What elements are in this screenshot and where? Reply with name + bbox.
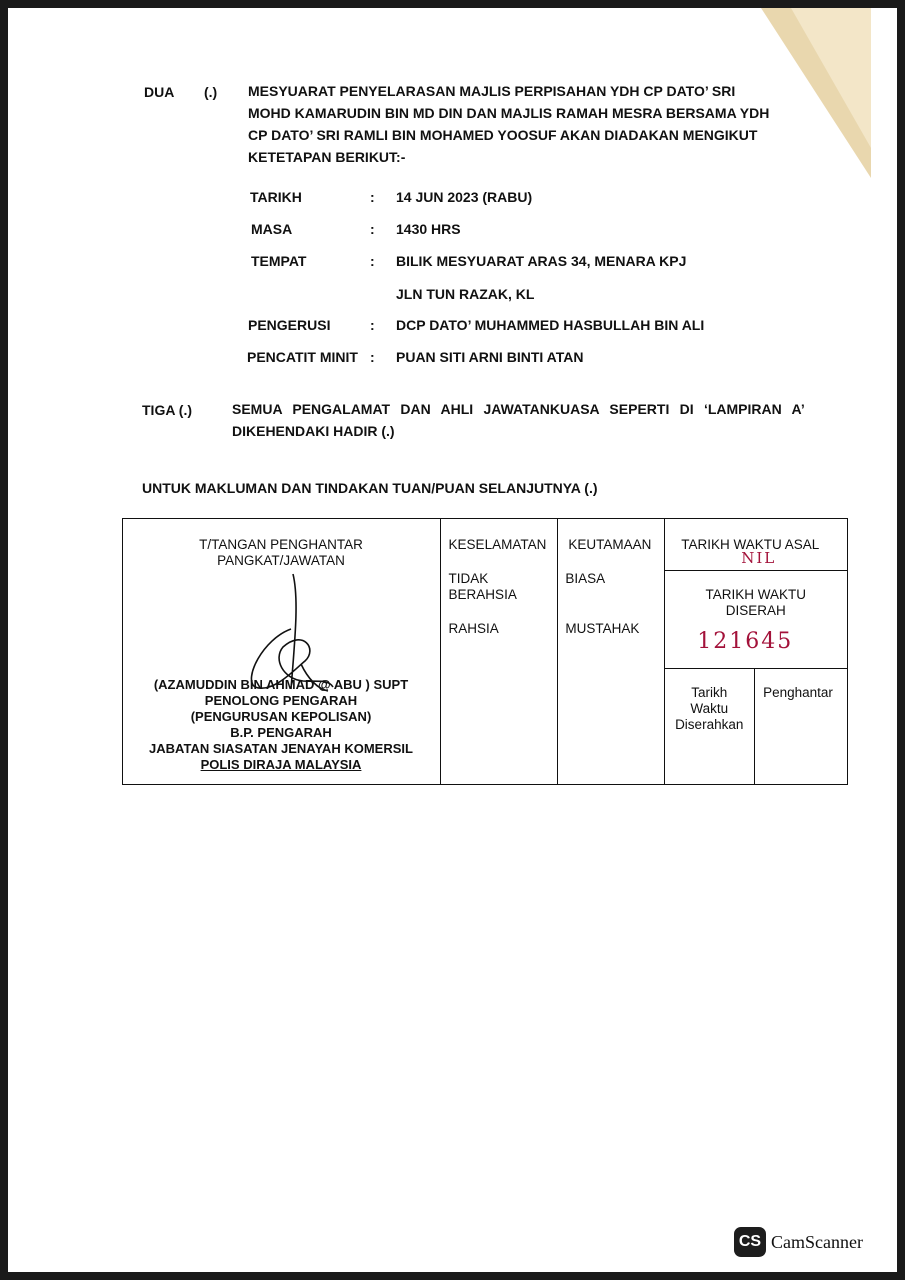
tarikh-waktu-diserah-handwritten: 121645 bbox=[697, 629, 794, 654]
tarikh-waktu-diserah-cell bbox=[665, 571, 848, 669]
keselamatan-header: KESELAMATAN bbox=[448, 537, 547, 552]
detail-label-pencatit-minit: PENCATIT MINIT bbox=[247, 349, 358, 365]
camscanner-watermark: CamScanner bbox=[771, 1232, 863, 1252]
signatory-title: PENOLONG PENGARAH bbox=[204, 693, 358, 708]
tarikh-waktu-asal-handwritten: NIL bbox=[741, 549, 777, 567]
detail-label-tarikh: TARIKH bbox=[250, 189, 302, 205]
keselamatan-option-tidak: TIDAK bbox=[448, 571, 489, 586]
detail-value-masa: 1430 HRS bbox=[396, 221, 461, 237]
keutamaan-option-biasa: BIASA bbox=[565, 571, 606, 586]
detail-colon: : bbox=[370, 221, 375, 237]
detail-colon: : bbox=[370, 189, 375, 205]
sender-cell bbox=[123, 519, 441, 785]
diserahkan-cell bbox=[665, 669, 755, 785]
folded-corner-highlight bbox=[791, 8, 871, 148]
paragraph-dua-marker: (.) bbox=[204, 84, 218, 100]
sender-header-line1: T/TANGAN PENGHANTAR bbox=[199, 537, 363, 552]
signatory-department: JABATAN SIASATAN JENAYAH KOMERSIL bbox=[149, 741, 413, 756]
closing-line: UNTUK MAKLUMAN DAN TINDAKAN TUAN/PUAN SELANJUTNYA (.) bbox=[142, 480, 598, 496]
paragraph-tiga-text bbox=[232, 398, 804, 442]
paragraph-tiga-text-end: DIKEHENDAKI HADIR (.) bbox=[232, 423, 395, 439]
tarikh-waktu-asal-label: TARIKH WAKTU ASAL bbox=[681, 537, 820, 552]
tarikh-waktu-diserah-label bbox=[665, 587, 846, 619]
keselamatan-option-rahsia: RAHSIA bbox=[448, 621, 499, 636]
paragraph-tiga-text-start: SEMUA PENGALAMAT DAN AHLI JAWATANKUASA SEPERTI DI bbox=[232, 401, 704, 417]
detail-value-tarikh: 14 JUN 2023 (RABU) bbox=[396, 189, 533, 205]
penghantar-label: Penghantar bbox=[763, 685, 833, 700]
keselamatan-cell bbox=[440, 519, 558, 785]
signatory-behalf: B.P. PENGARAH bbox=[230, 725, 332, 740]
lampiran-reference: ‘LAMPIRAN A’ bbox=[703, 401, 804, 417]
tarikh-waktu-diserah-line1: TARIKH WAKTU bbox=[705, 587, 806, 602]
detail-colon: : bbox=[370, 253, 375, 269]
signatory-organisation: POLIS DIRAJA MALAYSIA bbox=[200, 757, 362, 772]
diserahkan-line3: Diserahkan bbox=[675, 717, 744, 732]
detail-value-tempat: BILIK MESYUARAT ARAS 34, MENARA KPJ bbox=[396, 253, 687, 269]
detail-label-masa: MASA bbox=[251, 221, 293, 237]
signatory-name: (AZAMUDDIN BIN AHMAD @ ABU ) SUPT bbox=[153, 677, 409, 692]
signatory-division: (PENGURUSAN KEPOLISAN) bbox=[190, 709, 372, 724]
diserahkan-line1: Tarikh bbox=[691, 685, 728, 700]
keutamaan-option-mustahak: MUSTAHAK bbox=[565, 621, 640, 636]
detail-value-pengerusi: DCP DATO’ MUHAMMED HASBULLAH BIN ALI bbox=[396, 317, 705, 333]
detail-colon: : bbox=[370, 317, 375, 333]
diserahkan-label bbox=[665, 685, 753, 733]
document-page bbox=[8, 8, 897, 1272]
detail-value-tempat-line2: JLN TUN RAZAK, KL bbox=[396, 286, 535, 302]
camscanner-logo-icon: CS bbox=[734, 1227, 766, 1257]
sender-header-line2: PANGKAT/JAWATAN bbox=[217, 553, 345, 568]
detail-colon: : bbox=[370, 349, 375, 365]
detail-label-tempat: TEMPAT bbox=[251, 253, 307, 269]
sender-header bbox=[123, 537, 439, 569]
keselamatan-option-berahsia: BERAHSIA bbox=[448, 587, 517, 602]
penghantar-cell bbox=[755, 669, 848, 785]
tarikh-waktu-diserah-line2: DISERAH bbox=[725, 603, 786, 618]
paragraph-tiga-label: TIGA (.) bbox=[142, 402, 193, 418]
keutamaan-cell bbox=[558, 519, 665, 785]
detail-label-pengerusi: PENGERUSI bbox=[248, 317, 331, 333]
diserahkan-line2: Waktu bbox=[690, 701, 729, 716]
dispatch-slip-table bbox=[122, 518, 848, 785]
signatory-block bbox=[123, 677, 439, 773]
paragraph-dua-label: DUA bbox=[144, 84, 175, 100]
keutamaan-header: KEUTAMAAN bbox=[568, 537, 652, 552]
tarikh-waktu-asal-cell bbox=[665, 519, 848, 571]
paragraph-dua-text: MESYUARAT PENYELARASAN MAJLIS PERPISAHAN YDH CP DATO’ SRI MOHD KAMARUDIN BIN MD DIN DAN MAJLIS RAMAH MESRA BERSAMA YDH CP DATO’ SRI RAMLI BIN MOHAMED YOOSUF AKAN DIADAKAN MENGIKUT KETETAPAN BERIKUT:- bbox=[248, 83, 770, 165]
detail-value-pencatit-minit: PUAN SITI ARNI BINTI ATAN bbox=[396, 349, 584, 365]
